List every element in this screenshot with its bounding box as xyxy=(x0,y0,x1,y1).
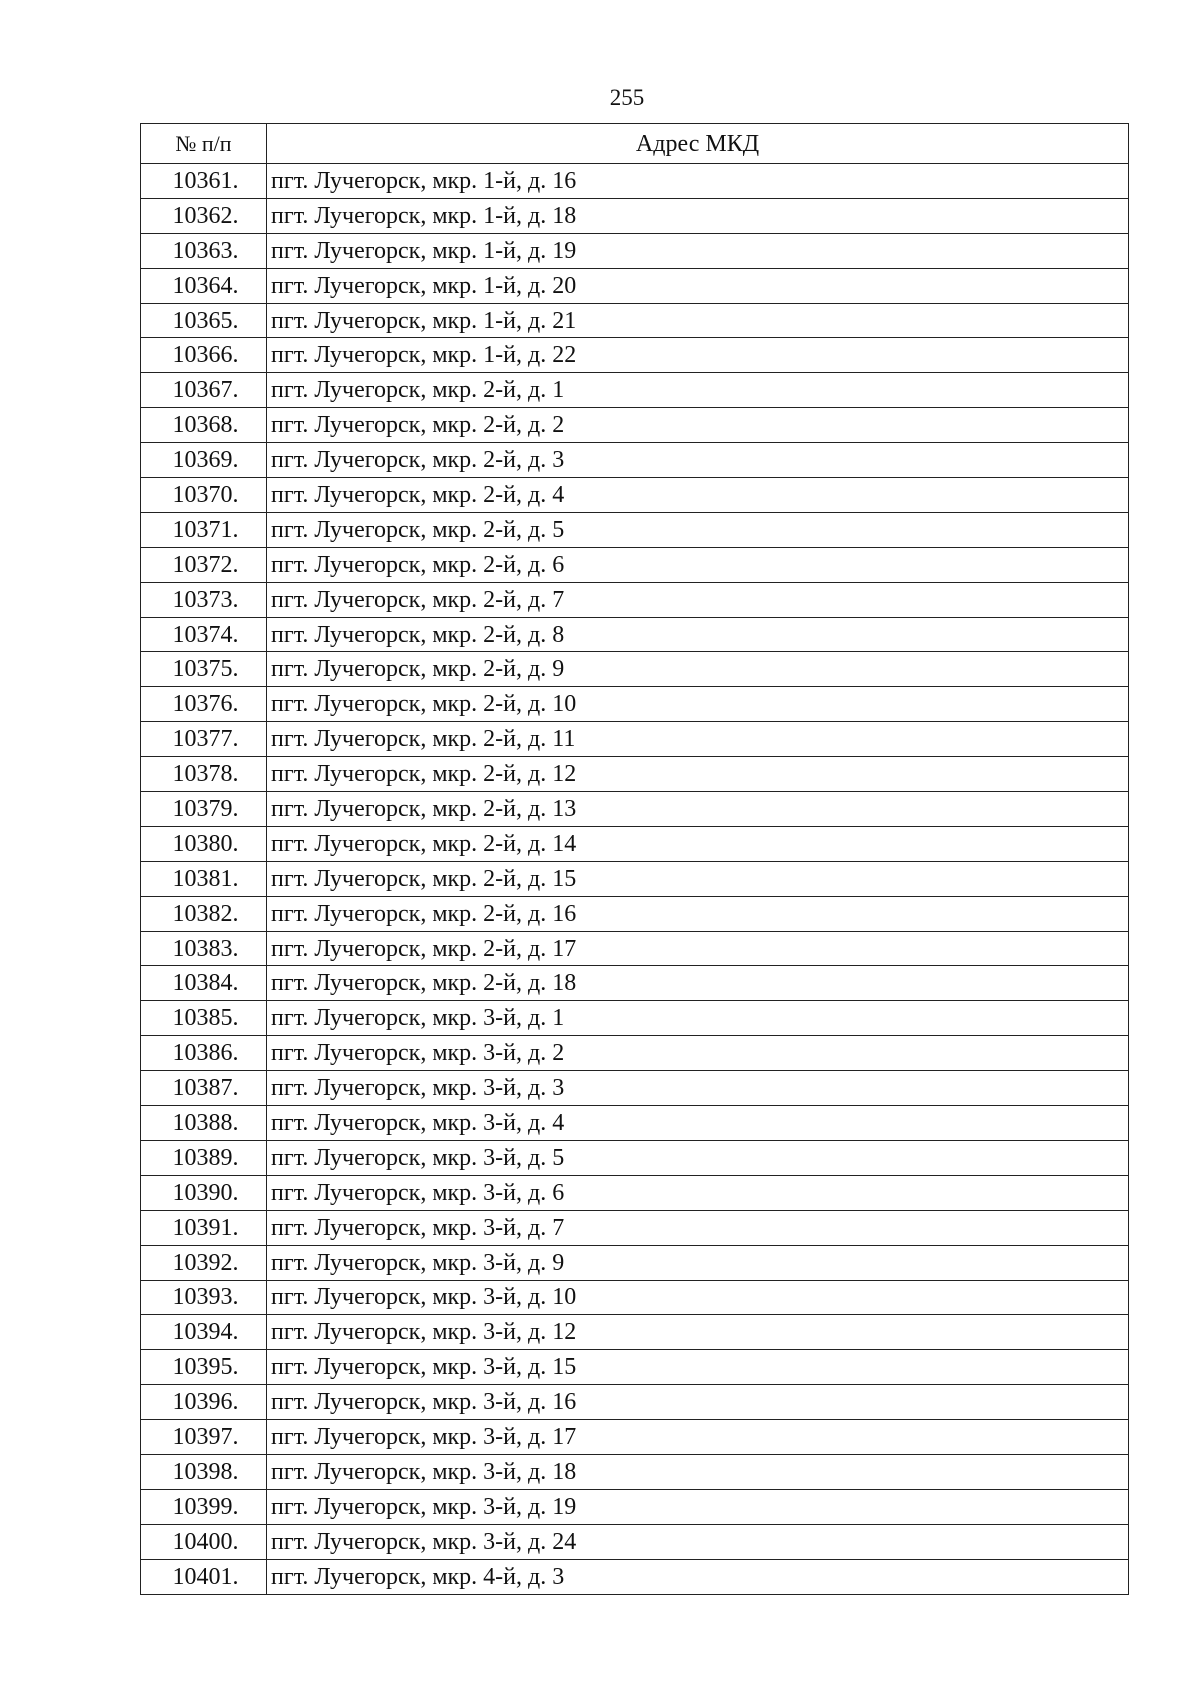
row-number-cell: 10396. xyxy=(141,1385,267,1420)
table-row xyxy=(141,966,1129,1001)
row-number-cell: 10391. xyxy=(141,1210,267,1245)
row-number-cell: 10369. xyxy=(141,443,267,478)
table-row xyxy=(141,303,1129,338)
row-number-cell: 10386. xyxy=(141,1036,267,1071)
row-number-cell: 10388. xyxy=(141,1106,267,1141)
address-cell: пгт. Лучегорск, мкр. 3-й, д. 9 xyxy=(267,1245,1129,1280)
table-row xyxy=(141,931,1129,966)
table-row xyxy=(141,582,1129,617)
address-cell: пгт. Лучегорск, мкр. 2-й, д. 17 xyxy=(267,931,1129,966)
address-cell: пгт. Лучегорск, мкр. 3-й, д. 24 xyxy=(267,1524,1129,1559)
row-number-cell: 10400. xyxy=(141,1524,267,1559)
table-row xyxy=(141,757,1129,792)
address-cell: пгт. Лучегорск, мкр. 3-й, д. 10 xyxy=(267,1280,1129,1315)
row-number-cell: 10394. xyxy=(141,1315,267,1350)
table-row xyxy=(141,373,1129,408)
table-row xyxy=(141,512,1129,547)
table-row xyxy=(141,1315,1129,1350)
page-number: 255 xyxy=(609,85,645,110)
row-number-cell: 10380. xyxy=(141,826,267,861)
row-number-cell: 10370. xyxy=(141,478,267,513)
table-row xyxy=(141,1489,1129,1524)
row-number-cell: 10395. xyxy=(141,1350,267,1385)
table-row xyxy=(141,722,1129,757)
row-number-cell: 10387. xyxy=(141,1071,267,1106)
row-number-cell: 10363. xyxy=(141,233,267,268)
address-cell: пгт. Лучегорск, мкр. 2-й, д. 4 xyxy=(267,478,1129,513)
row-number-cell: 10377. xyxy=(141,722,267,757)
row-number-cell: 10390. xyxy=(141,1175,267,1210)
address-cell: пгт. Лучегорск, мкр. 3-й, д. 7 xyxy=(267,1210,1129,1245)
table-row xyxy=(141,338,1129,373)
address-cell: пгт. Лучегорск, мкр. 3-й, д. 6 xyxy=(267,1175,1129,1210)
table-row xyxy=(141,1175,1129,1210)
table-row xyxy=(141,164,1129,199)
row-number-cell: 10383. xyxy=(141,931,267,966)
address-cell: пгт. Лучегорск, мкр. 1-й, д. 18 xyxy=(267,198,1129,233)
row-number-cell: 10389. xyxy=(141,1140,267,1175)
address-cell: пгт. Лучегорск, мкр. 3-й, д. 16 xyxy=(267,1385,1129,1420)
row-number-cell: 10374. xyxy=(141,617,267,652)
address-cell: пгт. Лучегорск, мкр. 3-й, д. 1 xyxy=(267,1001,1129,1036)
address-cell: пгт. Лучегорск, мкр. 3-й, д. 5 xyxy=(267,1140,1129,1175)
row-number-cell: 10381. xyxy=(141,861,267,896)
table-row xyxy=(141,478,1129,513)
table-row xyxy=(141,1350,1129,1385)
table-row xyxy=(141,1071,1129,1106)
table-row xyxy=(141,1106,1129,1141)
row-number-cell: 10375. xyxy=(141,652,267,687)
row-number-cell: 10398. xyxy=(141,1454,267,1489)
row-number-cell: 10384. xyxy=(141,966,267,1001)
table-row xyxy=(141,1280,1129,1315)
address-cell: пгт. Лучегорск, мкр. 4-й, д. 3 xyxy=(267,1559,1129,1594)
header-row-number: № п/п xyxy=(141,124,267,164)
address-cell: пгт. Лучегорск, мкр. 2-й, д. 16 xyxy=(267,896,1129,931)
table-row xyxy=(141,826,1129,861)
address-cell: пгт. Лучегорск, мкр. 2-й, д. 11 xyxy=(267,722,1129,757)
address-cell: пгт. Лучегорск, мкр. 3-й, д. 2 xyxy=(267,1036,1129,1071)
row-number-cell: 10372. xyxy=(141,547,267,582)
address-cell: пгт. Лучегорск, мкр. 1-й, д. 16 xyxy=(267,164,1129,199)
table-row xyxy=(141,443,1129,478)
table-row xyxy=(141,1245,1129,1280)
address-cell: пгт. Лучегорск, мкр. 3-й, д. 3 xyxy=(267,1071,1129,1106)
address-cell: пгт. Лучегорск, мкр. 2-й, д. 3 xyxy=(267,443,1129,478)
address-cell: пгт. Лучегорск, мкр. 3-й, д. 18 xyxy=(267,1454,1129,1489)
address-cell: пгт. Лучегорск, мкр. 2-й, д. 15 xyxy=(267,861,1129,896)
row-number-cell: 10382. xyxy=(141,896,267,931)
row-number-cell: 10378. xyxy=(141,757,267,792)
address-cell: пгт. Лучегорск, мкр. 2-й, д. 14 xyxy=(267,826,1129,861)
table-row xyxy=(141,1140,1129,1175)
row-number-cell: 10364. xyxy=(141,268,267,303)
address-cell: пгт. Лучегорск, мкр. 3-й, д. 12 xyxy=(267,1315,1129,1350)
row-number-cell: 10361. xyxy=(141,164,267,199)
row-number-cell: 10373. xyxy=(141,582,267,617)
table-row xyxy=(141,861,1129,896)
row-number-cell: 10379. xyxy=(141,792,267,827)
row-number-cell: 10367. xyxy=(141,373,267,408)
address-cell: пгт. Лучегорск, мкр. 2-й, д. 9 xyxy=(267,652,1129,687)
table-row xyxy=(141,1524,1129,1559)
row-number-cell: 10399. xyxy=(141,1489,267,1524)
address-cell: пгт. Лучегорск, мкр. 2-й, д. 1 xyxy=(267,373,1129,408)
row-number-cell: 10376. xyxy=(141,687,267,722)
row-number-cell: 10371. xyxy=(141,512,267,547)
table-row xyxy=(141,652,1129,687)
address-cell: пгт. Лучегорск, мкр. 2-й, д. 7 xyxy=(267,582,1129,617)
row-number-cell: 10366. xyxy=(141,338,267,373)
table-row xyxy=(141,198,1129,233)
table-row xyxy=(141,233,1129,268)
table-row xyxy=(141,1454,1129,1489)
address-cell: пгт. Лучегорск, мкр. 2-й, д. 13 xyxy=(267,792,1129,827)
table-header-row xyxy=(141,124,1129,164)
address-cell: пгт. Лучегорск, мкр. 3-й, д. 17 xyxy=(267,1420,1129,1455)
row-number-cell: 10368. xyxy=(141,408,267,443)
address-cell: пгт. Лучегорск, мкр. 3-й, д. 4 xyxy=(267,1106,1129,1141)
row-number-cell: 10392. xyxy=(141,1245,267,1280)
table-row xyxy=(141,1385,1129,1420)
address-cell: пгт. Лучегорск, мкр. 1-й, д. 19 xyxy=(267,233,1129,268)
address-cell: пгт. Лучегорск, мкр. 1-й, д. 22 xyxy=(267,338,1129,373)
table-row xyxy=(141,547,1129,582)
address-cell: пгт. Лучегорск, мкр. 2-й, д. 5 xyxy=(267,512,1129,547)
address-cell: пгт. Лучегорск, мкр. 2-й, д. 2 xyxy=(267,408,1129,443)
table-row xyxy=(141,792,1129,827)
address-cell: пгт. Лучегорск, мкр. 3-й, д. 15 xyxy=(267,1350,1129,1385)
address-cell: пгт. Лучегорск, мкр. 2-й, д. 8 xyxy=(267,617,1129,652)
row-number-cell: 10397. xyxy=(141,1420,267,1455)
address-cell: пгт. Лучегорск, мкр. 3-й, д. 19 xyxy=(267,1489,1129,1524)
table-row xyxy=(141,408,1129,443)
header-address: Адрес МКД xyxy=(267,124,1129,164)
mkd-address-table xyxy=(140,123,1129,1595)
table-row xyxy=(141,1001,1129,1036)
table-body xyxy=(141,164,1129,1595)
address-cell: пгт. Лучегорск, мкр. 2-й, д. 6 xyxy=(267,547,1129,582)
table-row xyxy=(141,896,1129,931)
address-cell: пгт. Лучегорск, мкр. 2-й, д. 12 xyxy=(267,757,1129,792)
address-cell: пгт. Лучегорск, мкр. 2-й, д. 18 xyxy=(267,966,1129,1001)
table-row xyxy=(141,687,1129,722)
table-row xyxy=(141,1210,1129,1245)
table-row xyxy=(141,268,1129,303)
address-cell: пгт. Лучегорск, мкр. 1-й, д. 21 xyxy=(267,303,1129,338)
address-cell: пгт. Лучегорск, мкр. 2-й, д. 10 xyxy=(267,687,1129,722)
table-row xyxy=(141,1036,1129,1071)
table-row xyxy=(141,1420,1129,1455)
row-number-cell: 10362. xyxy=(141,198,267,233)
row-number-cell: 10365. xyxy=(141,303,267,338)
address-cell: пгт. Лучегорск, мкр. 1-й, д. 20 xyxy=(267,268,1129,303)
row-number-cell: 10401. xyxy=(141,1559,267,1594)
table-row xyxy=(141,617,1129,652)
row-number-cell: 10385. xyxy=(141,1001,267,1036)
row-number-cell: 10393. xyxy=(141,1280,267,1315)
table-row xyxy=(141,1559,1129,1594)
